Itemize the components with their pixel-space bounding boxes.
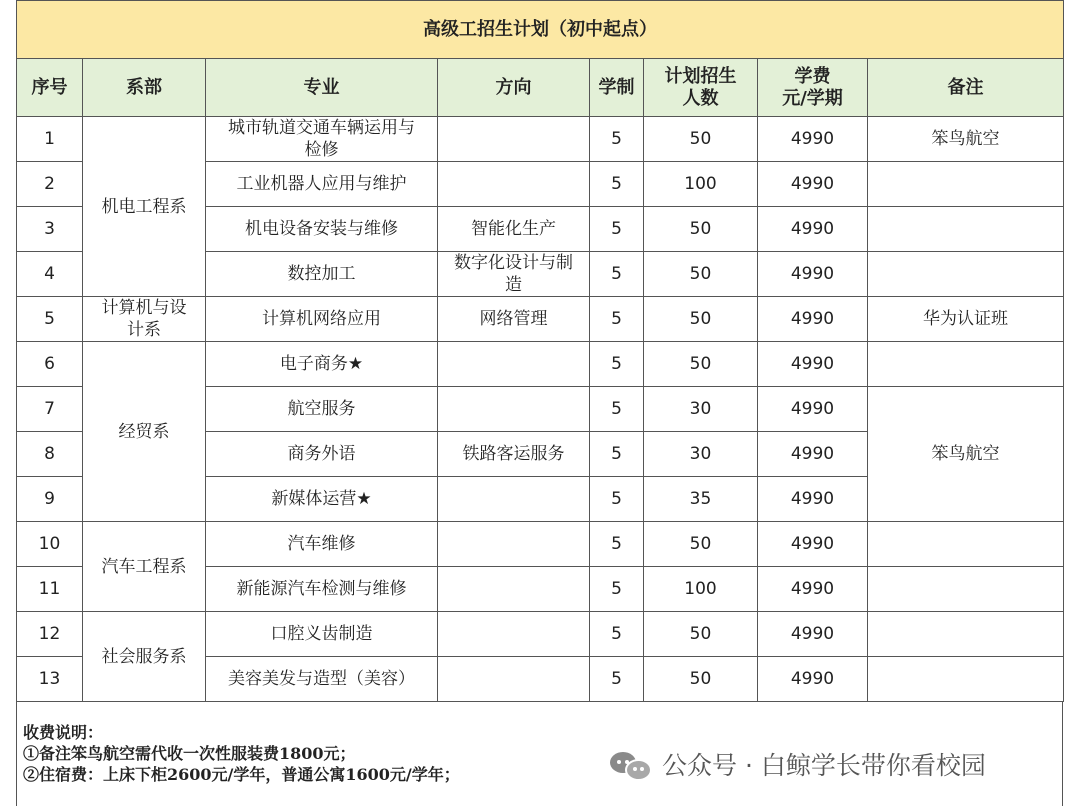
plan-cell: 50 (644, 207, 758, 252)
wechat-icon (608, 746, 652, 782)
direction-cell (438, 657, 590, 702)
department-cell: 汽车工程系 (83, 522, 206, 612)
header-department: 系部 (83, 59, 206, 117)
header-fee: 学费 元/学期 (758, 59, 868, 117)
department-cell: 社会服务系 (83, 612, 206, 702)
fee-cell: 4990 (758, 117, 868, 162)
remark-cell: 笨鸟航空 (868, 387, 1064, 522)
fee-cell: 4990 (758, 612, 868, 657)
plan-cell: 50 (644, 522, 758, 567)
direction-cell (438, 477, 590, 522)
row-no: 12 (17, 612, 83, 657)
header-no: 序号 (17, 59, 83, 117)
header-major: 专业 (206, 59, 438, 117)
row-no: 6 (17, 342, 83, 387)
fee-cell: 4990 (758, 387, 868, 432)
enrollment-table (16, 0, 1064, 702)
direction-cell: 数字化设计与制 造 (438, 252, 590, 297)
row-no: 10 (17, 522, 83, 567)
years-cell: 5 (590, 207, 644, 252)
row-no: 5 (17, 297, 83, 342)
major-cell: 汽车维修 (206, 522, 438, 567)
table-row (17, 612, 1064, 657)
years-cell: 5 (590, 477, 644, 522)
fee-cell: 4990 (758, 342, 868, 387)
major-cell: 口腔义齿制造 (206, 612, 438, 657)
header-remark: 备注 (868, 59, 1064, 117)
row-no: 8 (17, 432, 83, 477)
direction-cell (438, 162, 590, 207)
table-row (17, 522, 1064, 567)
watermark-text: 公众号 · 白鲸学长带你看校园 (662, 751, 986, 780)
plan-cell: 30 (644, 387, 758, 432)
remark-cell (868, 162, 1064, 207)
direction-cell (438, 387, 590, 432)
plan-cell: 50 (644, 342, 758, 387)
row-no: 4 (17, 252, 83, 297)
direction-cell: 智能化生产 (438, 207, 590, 252)
fee-cell: 4990 (758, 522, 868, 567)
fee-cell: 4990 (758, 567, 868, 612)
direction-cell (438, 567, 590, 612)
plan-cell: 35 (644, 477, 758, 522)
fee-cell: 4990 (758, 207, 868, 252)
remark-cell (868, 567, 1064, 612)
years-cell: 5 (590, 297, 644, 342)
major-cell: 新媒体运营★ (206, 477, 438, 522)
major-cell: 商务外语 (206, 432, 438, 477)
years-cell: 5 (590, 567, 644, 612)
years-cell: 5 (590, 432, 644, 477)
major-cell: 城市轨道交通车辆运用与 检修 (206, 117, 438, 162)
fee-cell: 4990 (758, 432, 868, 477)
direction-cell (438, 522, 590, 567)
major-cell: 新能源汽车检测与维修 (206, 567, 438, 612)
major-cell: 美容美发与造型（美容） (206, 657, 438, 702)
notes-heading: 收费说明： (23, 723, 104, 742)
department-cell: 计算机与设 计系 (83, 297, 206, 342)
plan-cell: 50 (644, 117, 758, 162)
fee-cell: 4990 (758, 297, 868, 342)
remark-cell (868, 252, 1064, 297)
plan-cell: 30 (644, 432, 758, 477)
table-row (17, 297, 1064, 342)
plan-cell: 100 (644, 162, 758, 207)
years-cell: 5 (590, 387, 644, 432)
department-cell: 经贸系 (83, 342, 206, 522)
notes-line: ①备注笨鸟航空需代收一次性服装费1800元； (23, 744, 356, 763)
plan-cell: 50 (644, 657, 758, 702)
row-no: 2 (17, 162, 83, 207)
major-cell: 电子商务★ (206, 342, 438, 387)
direction-cell (438, 612, 590, 657)
row-no: 9 (17, 477, 83, 522)
fee-cell: 4990 (758, 162, 868, 207)
years-cell: 5 (590, 162, 644, 207)
row-no: 7 (17, 387, 83, 432)
enrollment-plan-sheet (16, 0, 1063, 806)
years-cell: 5 (590, 612, 644, 657)
plan-cell: 50 (644, 612, 758, 657)
plan-cell: 50 (644, 297, 758, 342)
header-direction: 方向 (438, 59, 590, 117)
notes-line: ②住宿费：上床下柜2600元/学年，普通公寓1600元/学年； (23, 765, 460, 784)
table-row (17, 117, 1064, 162)
major-cell: 工业机器人应用与维护 (206, 162, 438, 207)
direction-cell (438, 342, 590, 387)
department-cell: 机电工程系 (83, 117, 206, 297)
plan-cell: 100 (644, 567, 758, 612)
major-cell: 机电设备安装与维修 (206, 207, 438, 252)
fee-cell: 4990 (758, 477, 868, 522)
plan-cell: 50 (644, 252, 758, 297)
table-row (17, 342, 1064, 387)
row-no: 11 (17, 567, 83, 612)
direction-cell: 网络管理 (438, 297, 590, 342)
table-title: 高级工招生计划（初中起点） (17, 1, 1064, 59)
years-cell: 5 (590, 522, 644, 567)
remark-cell (868, 207, 1064, 252)
direction-cell: 铁路客运服务 (438, 432, 590, 477)
remark-cell (868, 522, 1064, 567)
remark-cell: 笨鸟航空 (868, 117, 1064, 162)
watermark (608, 740, 986, 788)
remark-cell (868, 342, 1064, 387)
header-plan: 计划招生 人数 (644, 59, 758, 117)
years-cell: 5 (590, 117, 644, 162)
major-cell: 计算机网络应用 (206, 297, 438, 342)
row-no: 13 (17, 657, 83, 702)
row-no: 3 (17, 207, 83, 252)
years-cell: 5 (590, 252, 644, 297)
remark-cell: 华为认证班 (868, 297, 1064, 342)
row-no: 1 (17, 117, 83, 162)
fee-cell: 4990 (758, 657, 868, 702)
major-cell: 航空服务 (206, 387, 438, 432)
years-cell: 5 (590, 342, 644, 387)
remark-cell (868, 657, 1064, 702)
fee-cell: 4990 (758, 252, 868, 297)
years-cell: 5 (590, 657, 644, 702)
header-years: 学制 (590, 59, 644, 117)
major-cell: 数控加工 (206, 252, 438, 297)
remark-cell (868, 612, 1064, 657)
direction-cell (438, 117, 590, 162)
